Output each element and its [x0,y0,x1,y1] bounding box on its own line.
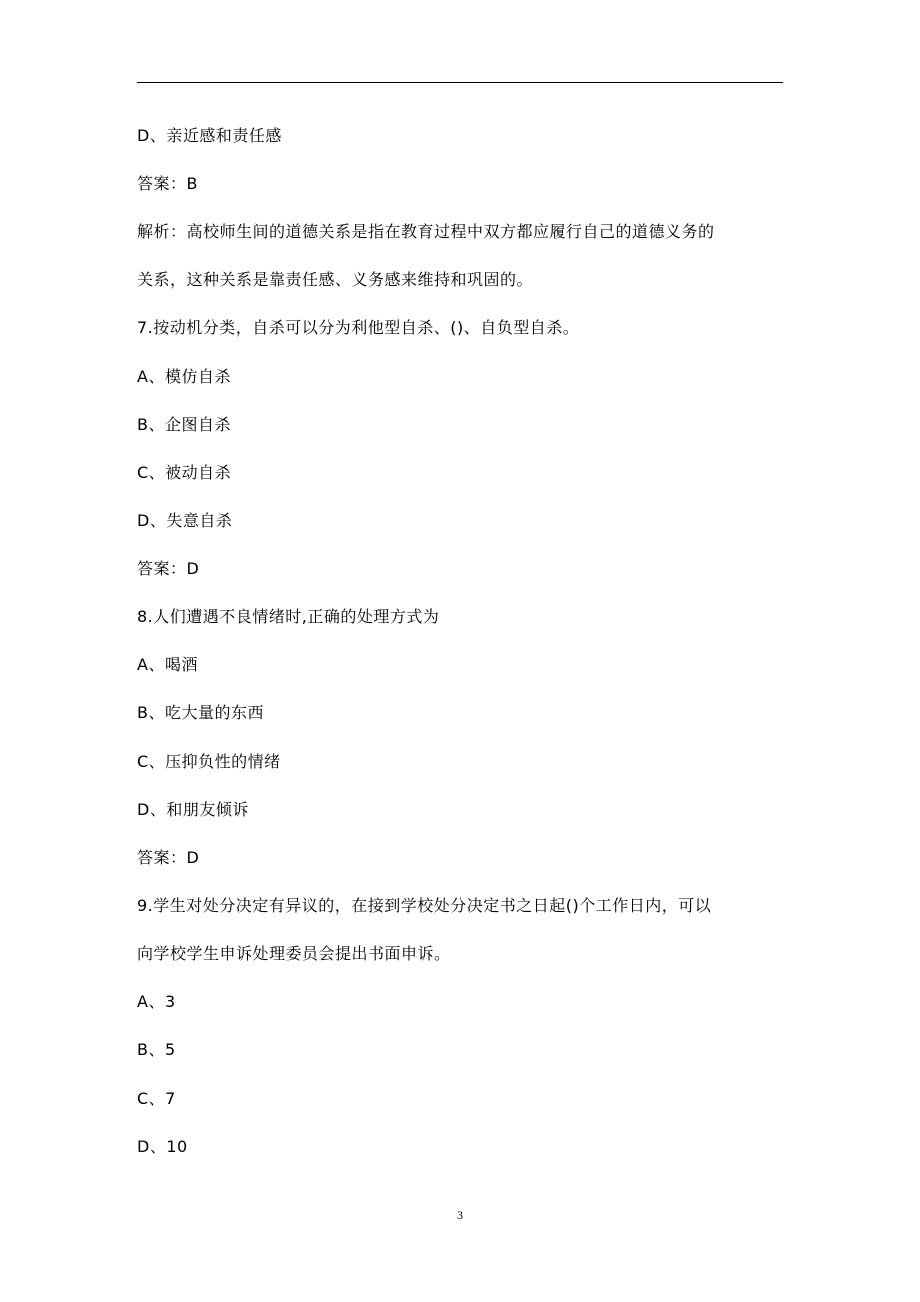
question-9-line-1: 9.学生对处分决定有异议的，在接到学校处分决定书之日起()个工作日内，可以 [137,896,712,915]
option-b-q9: B、5 [137,1040,176,1059]
option-c-q7: C、被动自杀 [137,463,232,482]
option-d-q8: D、和朋友倾诉 [137,800,249,819]
option-c-q8: C、压抑负性的情绪 [137,752,281,771]
answer-q7: 答案：D [137,559,200,578]
option-d-q9: D、10 [137,1137,188,1156]
option-d-q6: D、亲近感和责任感 [137,126,282,145]
option-a-q9: A、3 [137,992,176,1011]
question-7: 7.按动机分类，自杀可以分为利他型自杀、()、自负型自杀。 [137,318,580,337]
option-a-q7: A、模仿自杀 [137,367,231,386]
explanation-line-1: 解析：高校师生间的道德关系是指在教育过程中双方都应履行自己的道德义务的 [137,222,715,241]
option-b-q8: B、吃大量的东西 [137,703,264,722]
answer-q8: 答案：D [137,848,200,867]
option-c-q9: C、7 [137,1089,176,1108]
option-d-q7: D、失意自杀 [137,511,233,530]
page-number: 3 [457,1208,463,1222]
question-9-line-2: 向学校学生申诉处理委员会提出书面申诉。 [137,944,451,963]
question-8: 8.人们遭遇不良情绪时,正确的处理方式为 [137,607,440,626]
answer-q6: 答案：B [137,174,198,193]
explanation-line-2: 关系，这种关系是靠责任感、义务感来维持和巩固的。 [137,270,534,289]
option-b-q7: B、企图自杀 [137,415,231,434]
header-rule [137,82,783,83]
option-a-q8: A、喝酒 [137,655,198,674]
